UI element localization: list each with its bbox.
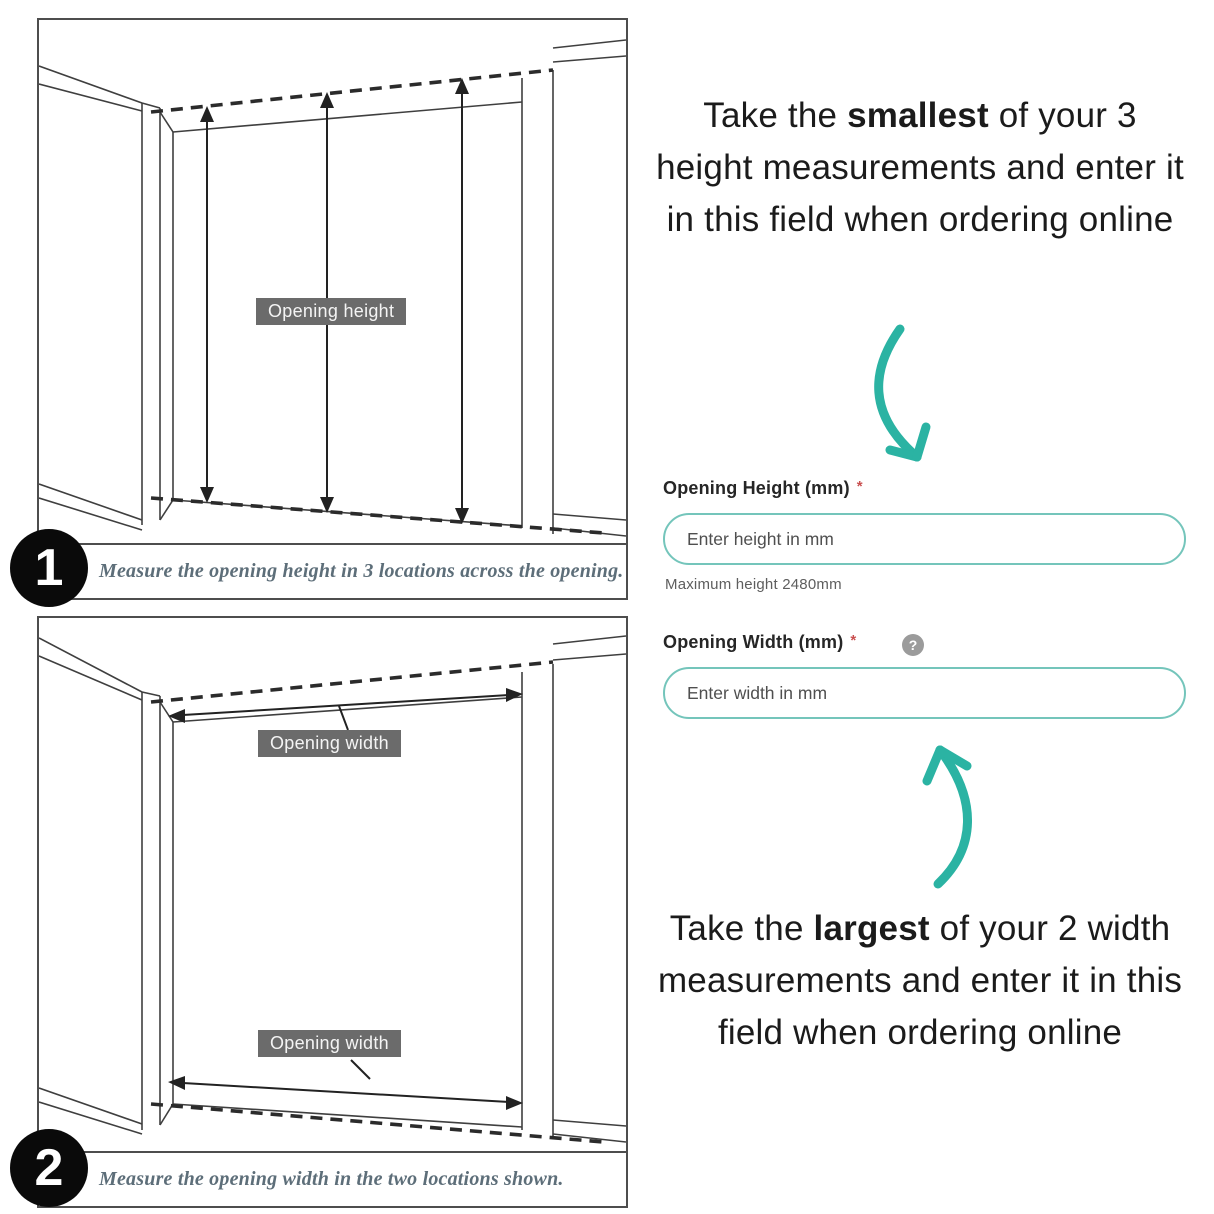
opening-height-label-text: Opening Height (mm) <box>663 478 850 498</box>
opening-width-label <box>663 632 856 653</box>
step-1-number: 1 <box>34 539 64 597</box>
width-measure-arrow-bottom <box>168 1060 523 1110</box>
bottom-dashed-line <box>151 1104 604 1142</box>
width-instruction-post: of your 2 width measurements and enter it in this field when ordering online <box>657 909 1183 1052</box>
width-instruction-bold: largest <box>813 909 930 948</box>
curved-arrow-up-icon <box>890 738 1000 890</box>
top-dashed-line <box>151 70 553 112</box>
diagram-opening-height <box>34 18 628 600</box>
height-instruction-pre: Take the <box>703 96 848 135</box>
opening-height-line-art <box>39 20 626 543</box>
diagram1-caption-strip <box>39 543 626 598</box>
diagram1-caption: Measure the opening height in 3 locations across the opening. <box>99 560 624 582</box>
height-instruction-bold: smallest <box>847 96 989 135</box>
opening-width-input[interactable] <box>663 667 1186 719</box>
opening-height-label <box>663 478 863 499</box>
opening-width-chip-bottom: Opening width <box>258 1030 401 1057</box>
opening-height-chip: Opening height <box>256 298 406 325</box>
step-1-badge <box>10 529 88 607</box>
width-required-asterisk: * <box>850 632 857 649</box>
bottom-dashed-line <box>151 498 604 533</box>
help-icon-glyph: ? <box>908 637 918 653</box>
opening-width-label-text: Opening Width (mm) <box>663 632 844 652</box>
step-2-badge <box>10 1129 88 1207</box>
max-height-helper-text: Maximum height 2480mm <box>665 576 842 593</box>
height-required-asterisk: * <box>856 478 863 495</box>
opening-width-line-art <box>39 618 626 1151</box>
diagram2-caption-strip <box>39 1151 626 1206</box>
step-2-number: 2 <box>34 1139 64 1197</box>
diagram-opening-width <box>34 616 628 1208</box>
diagram2-caption: Measure the opening width in the two locations shown. <box>99 1168 564 1190</box>
width-instruction-pre: Take the <box>669 909 814 948</box>
curved-arrow-down-icon <box>855 322 955 474</box>
opening-height-input[interactable] <box>663 513 1186 565</box>
height-instruction-post: of your 3 height measurements and enter it in this field when ordering online <box>656 96 1184 239</box>
opening-width-chip-top: Opening width <box>258 730 401 757</box>
height-instruction-text <box>652 90 1188 246</box>
help-icon[interactable] <box>902 634 924 656</box>
width-instruction-text <box>652 903 1188 1059</box>
